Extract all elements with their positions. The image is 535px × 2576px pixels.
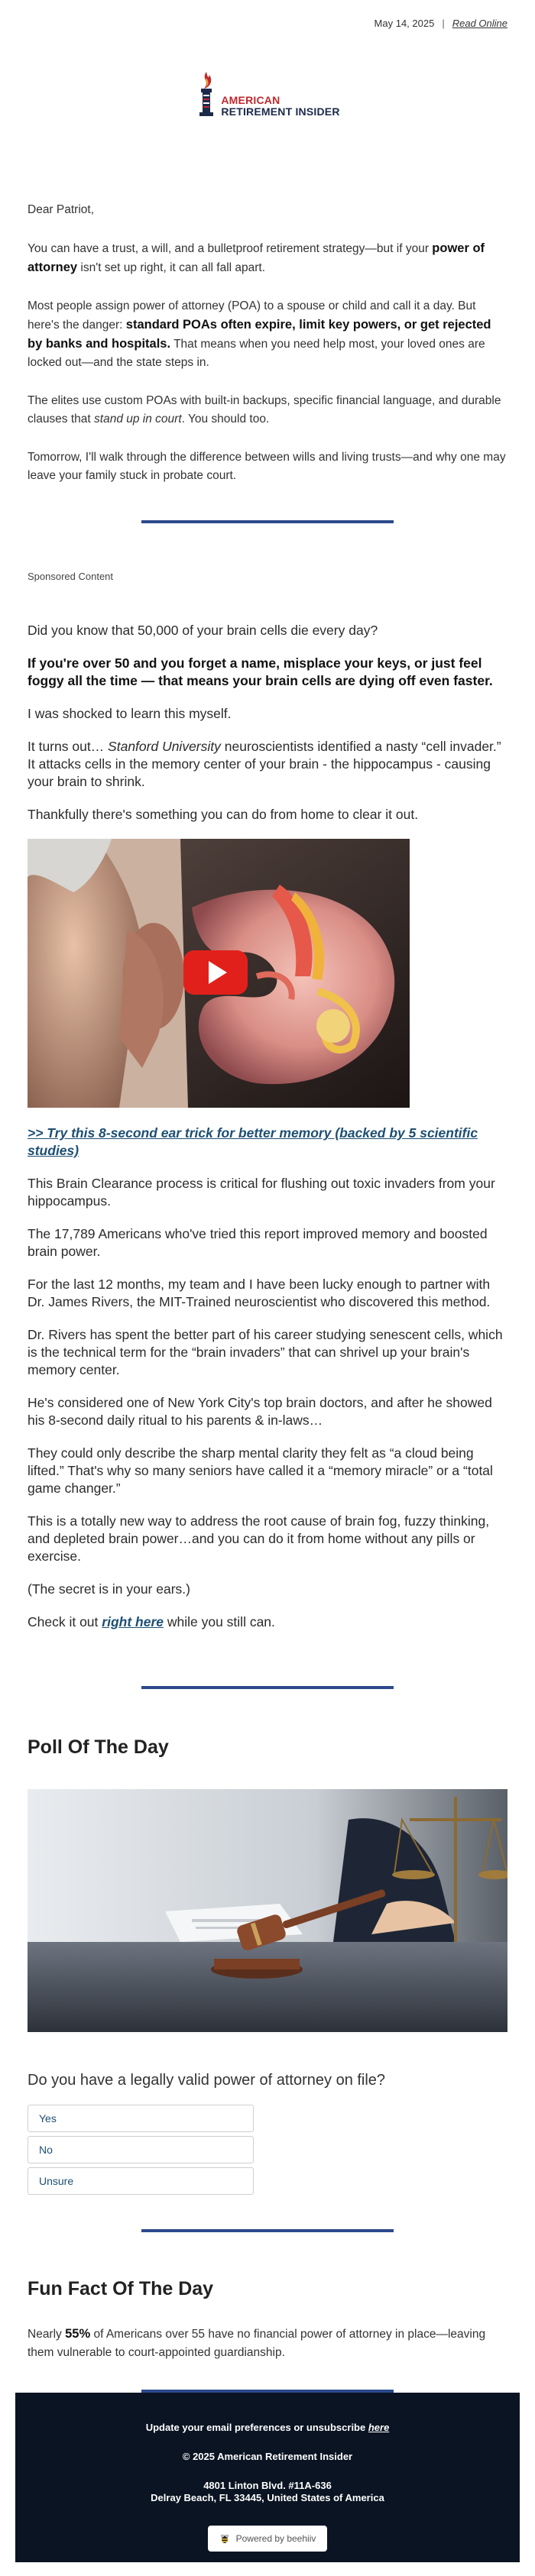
sponsored-p12: This is a totally new way to address the root cause of brain fog, fuzzy thinking, and depleted brain power…and you can do it from home without any pills or exercise. (28, 1513, 490, 1564)
powered-by-label: Powered by beehiiv (235, 2533, 316, 2544)
sponsored-p1: Did you know that 50,000 of your brain cells die every day? (28, 623, 378, 638)
logo-line1: AMERICAN (221, 94, 280, 107)
intro-paragraph-4: Tomorrow, I'll walk through the difference between wills and living trusts—and why one may leave your family stuck in probate court. (28, 451, 506, 482)
video-thumbnail[interactable] (28, 839, 410, 1108)
sponsored-p13: (The secret is in your ears.) (28, 1581, 190, 1597)
sponsored-p6: This Brain Clearance process is critical for flushing out toxic invaders from your hippocampus. (28, 1176, 495, 1209)
logo-line2: RETIREMENT INSIDER (221, 105, 340, 118)
copyright: © 2025 American Retirement Insider (182, 2451, 353, 2462)
fun-fact-text: Nearly 55% of Americans over 55 have no financial power of attorney in place—leaving them vulnerable to court-appointed guardianship. (28, 2327, 486, 2359)
sponsored-label: Sponsored Content (28, 571, 114, 582)
intro-paragraph-1: You can have a trust, a will, and a bulletproof retirement strategy—but if your power of attorney isn't set up right, it can all fall apart. (28, 241, 485, 274)
poll-options (0, 2105, 535, 2195)
intro-paragraph-2: Most people assign power of attorney (POA) to a spouse or child and call it a day. But here's the danger: standard POAs often expire, limit key powers, or get rejected by banks and hospitals. That means when you need help most, your loved ones are locked out—and the state steps in. (28, 299, 491, 369)
poll-image-gavel (28, 1789, 507, 2032)
date-separator: | (442, 17, 445, 29)
email-footer (15, 2393, 520, 2562)
sponsored-p9: Dr. Rivers has spent the better part of his career studying senescent cells, which is the technical term for the “brain invaders” that can shrivel up your brain's memory center. (28, 1327, 503, 1377)
brand-logo (0, 46, 535, 141)
sponsored-p4: It turns out… Stanford University neuroscientists identified a nasty “cell invader.” It attacks cells in the memory center of your brain - the hippocampus - causing your brain to shrink. (28, 739, 501, 789)
cta-paragraph (28, 1125, 507, 1160)
sponsored-p2: If you're over 50 and you forget a name, misplace your keys, or just feel foggy all the time — that means your brain cells are dying off even faster. (28, 655, 493, 688)
torch-flag-logo-icon (195, 70, 218, 118)
sponsored-p14: Check it out right here while you still can. (28, 1614, 275, 1629)
sponsored-p11: They could only describe the sharp mental clarity they felt as “a cloud being lifted.” That's why so many seniors have called it a “memory miracle” or a “total game changer.” (28, 1445, 493, 1496)
top-bar (0, 0, 535, 46)
greeting: Dear Patriot, (28, 203, 95, 216)
fun-fact-title: Fun Fact Of The Day (28, 2278, 214, 2299)
sponsored-p8: For the last 12 months, my team and I have been lucky enough to partner with Dr. James Rivers, the MIT-Trained neuroscientist who discovered this method. (28, 1277, 491, 1309)
beehiiv-bee-icon (219, 2533, 230, 2544)
address-line-2: Delray Beach, FL 33445, United States of America (151, 2492, 384, 2503)
poll-option-yes[interactable]: Yes (28, 2105, 254, 2132)
address-line-1: 4801 Linton Blvd. #11A-636 (203, 2480, 332, 2491)
sponsored-p5: Thankfully there's something you can do from home to clear it out. (28, 807, 419, 822)
intro-section (0, 141, 535, 485)
sponsored-p10: He's considered one of New York City's top brain doctors, and after he showed his 8-second daily ritual to his parents & in-laws… (28, 1395, 492, 1428)
preferences-line: Update your email preferences or unsubscribe here (145, 2422, 390, 2433)
ear-trick-link[interactable]: >> Try this 8-second ear trick for better memory (backed by 5 scientific studies) (28, 1125, 478, 1158)
right-here-link[interactable]: right here (102, 1614, 164, 1629)
poll-title: Poll Of The Day (28, 1736, 169, 1758)
intro-paragraph-3: The elites use custom POAs with built-in backups, specific financial language, and durable clauses that stand up in court. You should too. (28, 394, 501, 426)
unsubscribe-link[interactable]: here (368, 2422, 390, 2433)
sponsored-p3: I was shocked to learn this myself. (28, 706, 232, 721)
sponsored-section (0, 622, 535, 1631)
read-online-link[interactable]: Read Online (452, 17, 507, 29)
issue-date: May 14, 2025 (374, 17, 435, 29)
logo-wordmark (221, 95, 339, 117)
youtube-play-icon[interactable] (183, 950, 248, 995)
sponsored-p7: The 17,789 Americans who've tried this report improved memory and boosted brain power. (28, 1226, 488, 1259)
powered-by-beehiiv-button[interactable] (208, 2526, 327, 2552)
poll-question: Do you have a legally valid power of attorney on file? (28, 2072, 386, 2089)
poll-option-unsure[interactable]: Unsure (28, 2167, 254, 2195)
poll-option-no[interactable]: No (28, 2136, 254, 2163)
